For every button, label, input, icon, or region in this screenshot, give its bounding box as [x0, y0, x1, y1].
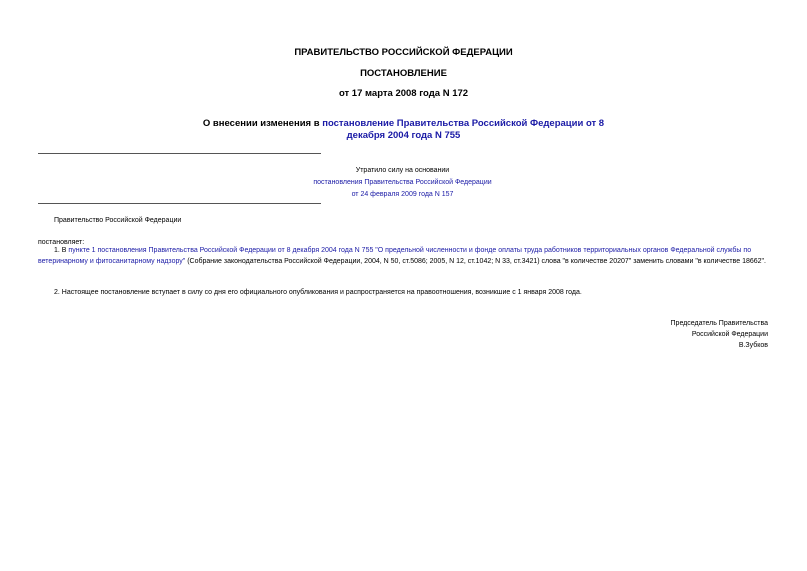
paragraph-2: 2. Настоящее постановление вступает в силу со дня его официального опубликования и распространяется на правоотношения, возникшие с 1 января 2008 года. [54, 289, 582, 296]
lost-force-line-1: Утратило силу на основании [355, 167, 450, 174]
divider-bottom [38, 203, 321, 204]
lost-force-link-line-3[interactable]: от 24 февраля 2009 года N 157 [351, 191, 454, 198]
lost-force-note [290, 165, 515, 201]
signature-name: В.Зубков [738, 342, 768, 349]
subject-link[interactable]: постановление Правительства Российской Федерации от 8 декабря 2004 года N 755 [322, 118, 605, 141]
document-date-number: от 17 марта 2008 года N 172 [338, 88, 469, 99]
paragraph-1-link[interactable]: пункте 1 постановления Правительства Российской Федерации от 8 декабря 2004 года N 755 "О предельной численности и фонде оплаты труда работников территориальных органов Федеральной службы по ветеринарному и фитосанитарному надзору" [38, 247, 752, 265]
authority-heading: ПРАВИТЕЛЬСТВО РОССИЙСКОЙ ФЕДЕРАЦИИ [294, 47, 513, 58]
paragraph-1-prefix: 1. В [54, 247, 69, 254]
signature-country: Российской Федерации [691, 331, 768, 338]
government-label: Правительство Российской Федерации [54, 217, 182, 224]
divider-top [38, 153, 321, 154]
decrees-label: постановляет: [38, 239, 85, 246]
lost-force-link-line-2[interactable]: постановления Правительства Российской Федерации [313, 179, 492, 186]
signature-block [671, 318, 768, 351]
document-subject [200, 118, 607, 142]
paragraph-1 [38, 245, 770, 267]
subject-prefix: О внесении изменения в [202, 118, 323, 129]
paragraph-1-rest: (Собрание законодательства Российской Федерации, 2004, N 50, ст.5086; 2005, N 12, ст.1042; N 33, ст.3421) слова "в количестве 20207" заменить словами "в количестве 18662". [185, 258, 766, 265]
document-type-heading: ПОСТАНОВЛЕНИЕ [360, 68, 447, 79]
signature-position: Председатель Правительства [670, 320, 768, 327]
